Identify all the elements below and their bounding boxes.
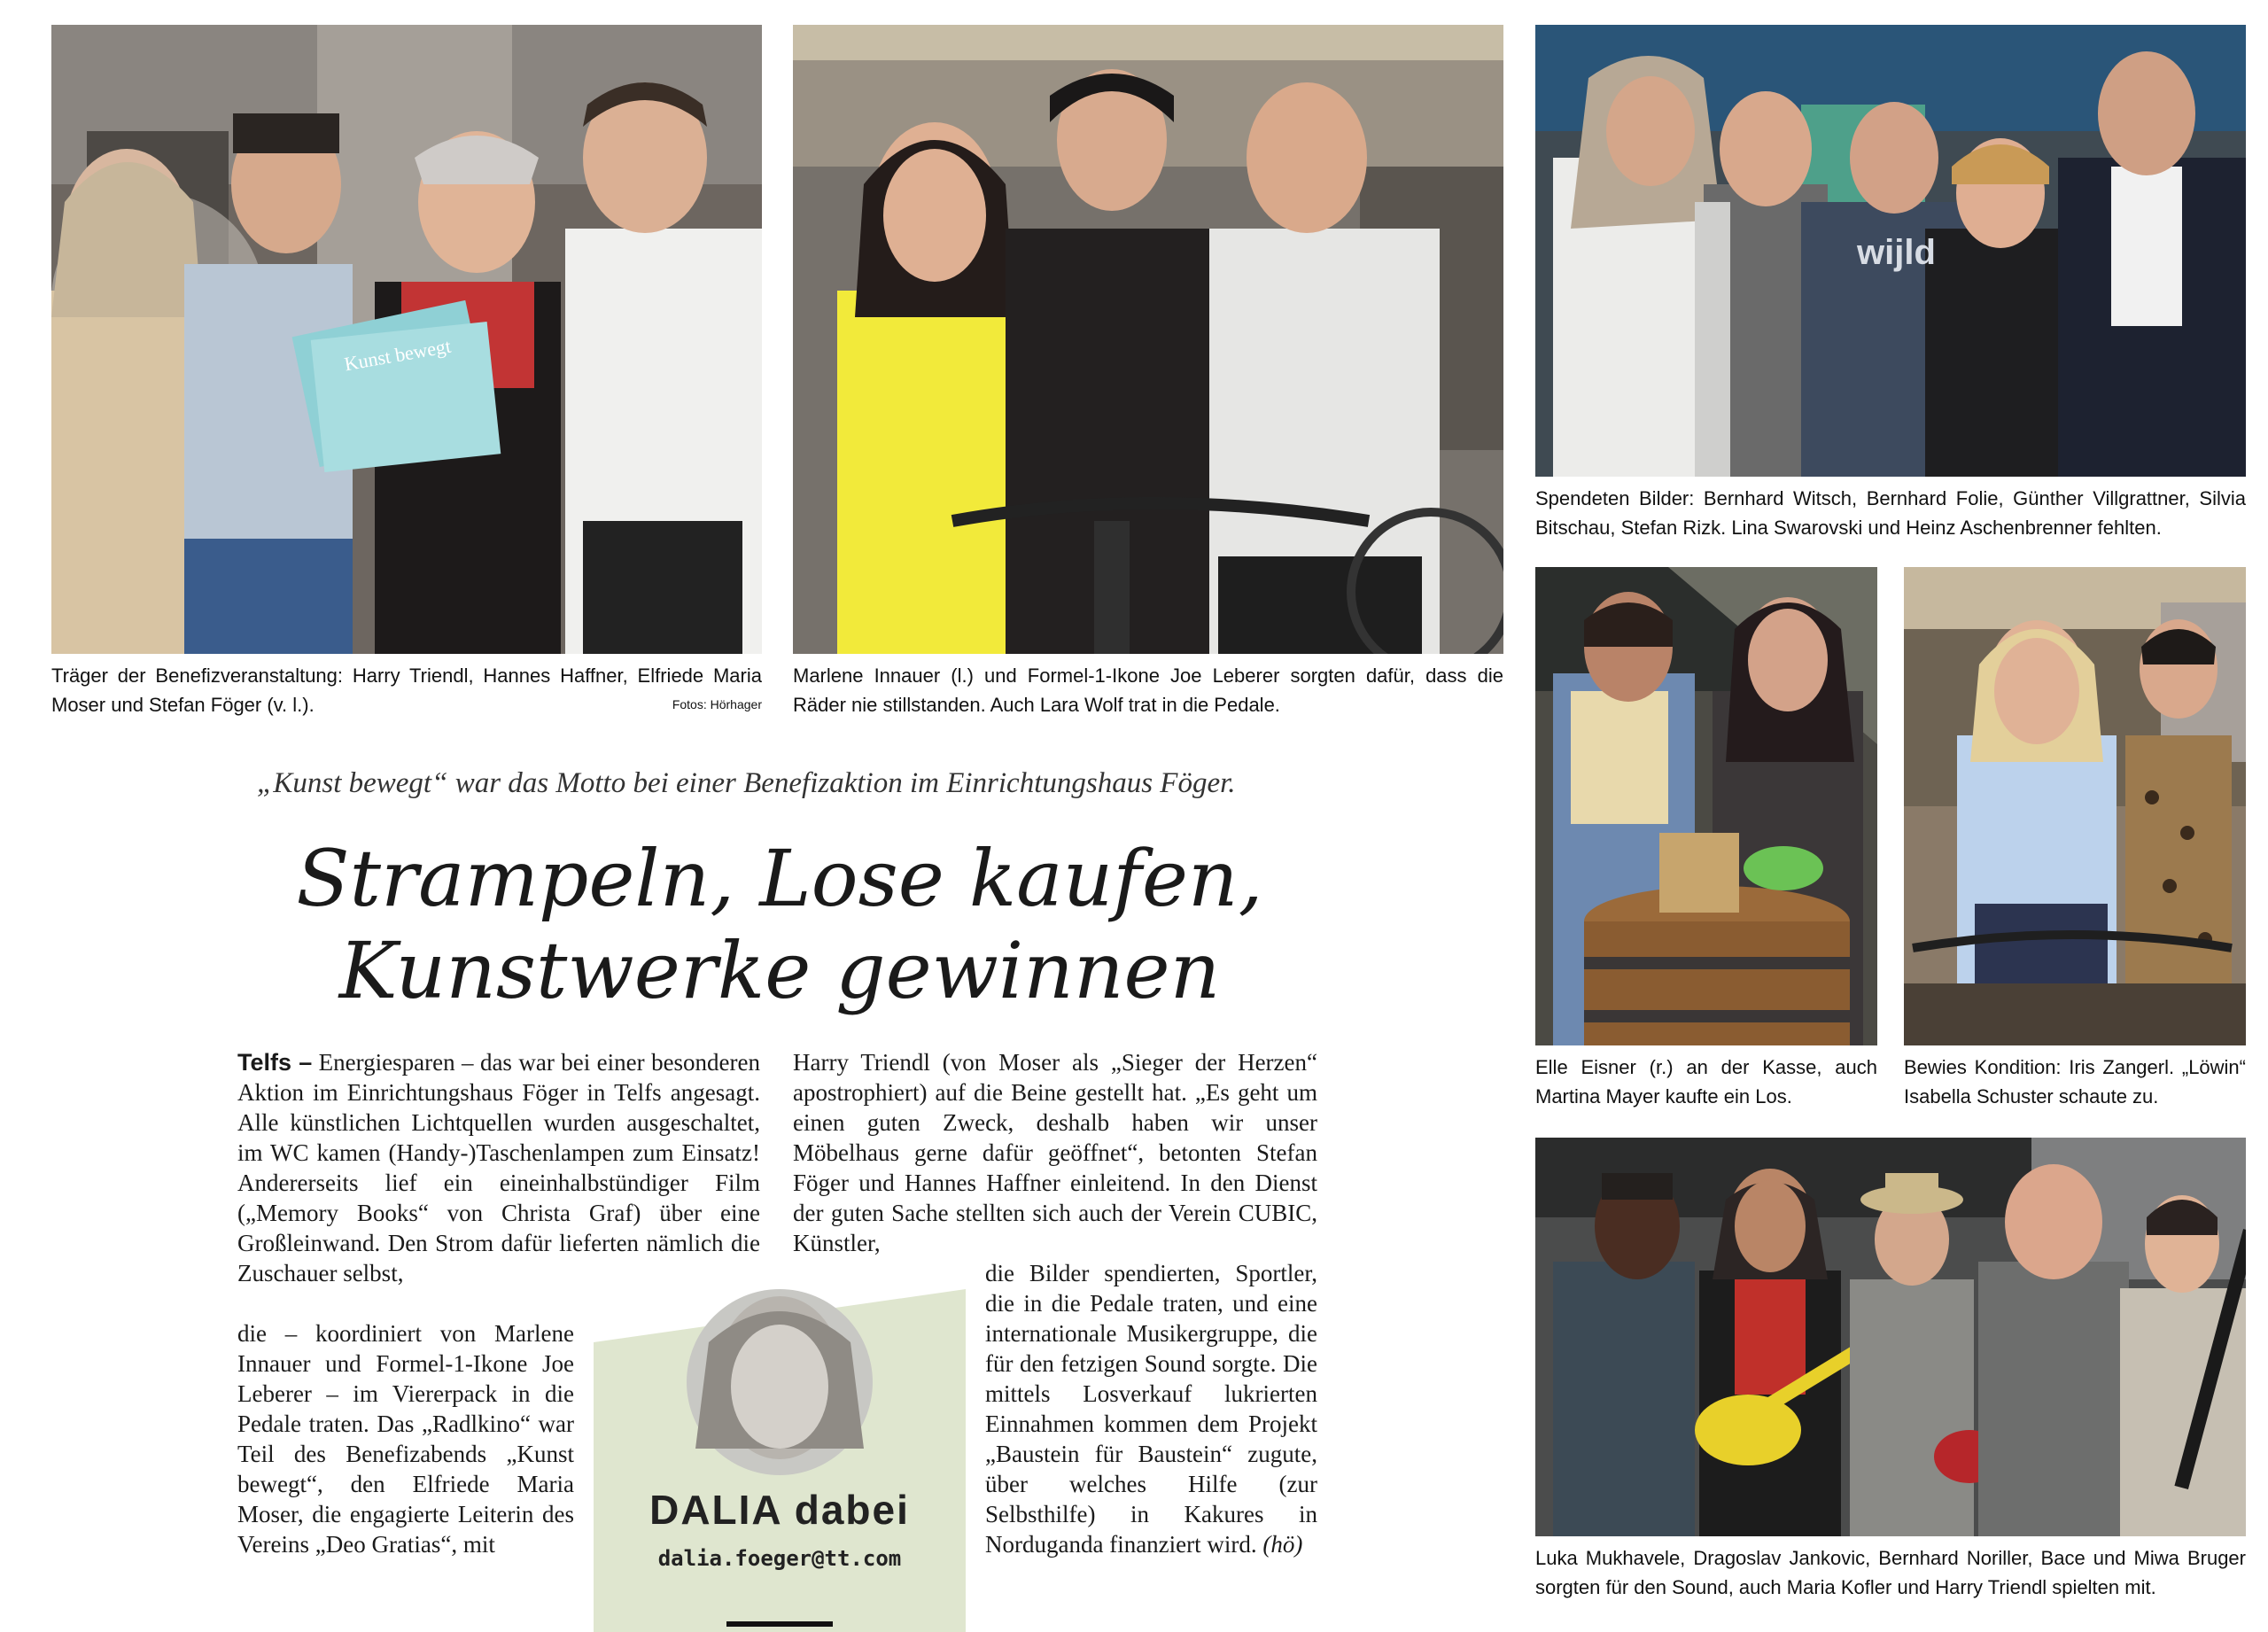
article-text-col1-b: die – koordiniert von Marlene Innauer und Formel-1-Ikone Joe Leberer – im Viererpack in die Pedale traten. Das „Radlkino“ war Teil des Benefizabends „Kunst bewegt“, den Elfriede Maria Moser, die engagierte Leiterin des Vereins „Deo Gratias“, mit	[237, 1320, 574, 1558]
article-column-2-bottom	[985, 1258, 1317, 1559]
photo-caption-4	[1535, 1053, 1877, 1115]
booklet-title: Kunst bewegt	[342, 334, 453, 376]
photo-caption-6	[1535, 1543, 2246, 1605]
article-dateline: Telfs –	[237, 1049, 313, 1076]
photo-art-donors	[1535, 25, 2246, 477]
article-text-col2-b: die Bilder spendierten, Sportler, die in die Pedale traten, und eine internationale Musikergruppe, die für den fetzigen Sound sorgte. Die mittels Losverkauf lukrierten Einnahmen kommen dem Projekt „Baustein für Baustein“ zugute, über welches Hilfe (zur Selbsthilfe) in Kakures in Norduganda finanziert wird.	[985, 1260, 1317, 1558]
article-headline	[292, 833, 1267, 1017]
caption-text: Elle Eisner (r.) an der Kasse, auch Martina Mayer kaufte ein Los.	[1535, 1056, 1877, 1107]
article-kicker: „Kunst bewegt“ war das Motto bei einer Benefizaktion im Einrichtungshaus Föger.	[257, 767, 1236, 799]
photo-credit: Fotos: Hörhager	[672, 697, 762, 711]
author-name: DALIA dabei	[649, 1487, 910, 1533]
photo-caption-5	[1904, 1053, 2246, 1115]
photo-caption-1	[51, 661, 762, 723]
photo-caption-2	[793, 661, 1503, 723]
caption-text: Luka Mukhavele, Dragoslav Jankovic, Bernhard Noriller, Bace und Miwa Bruger sorgten für den Sound, auch Maria Kofler und Harry Triendl spielten mit.	[1535, 1547, 2246, 1598]
caption-text: Träger der Benefizveranstaltung: Harry Triendl, Hannes Haffner, Elfriede Maria Moser und Stefan Föger (v. l.).	[51, 664, 762, 716]
article-column-1-bottom	[237, 1318, 574, 1559]
article-text-col2-a: Harry Triendl (von Moser als „Sieger der Herzen“ apostrophiert) auf die Beine gestellt hat. „Es geht um einen guten Zweck, deshalb haben wir unser Möbelhaus gerne dafür geöffnet“, betonten Stefan Föger und Hannes Haffner einleitend. In den Dienst der guten Sache stellten sich auch der Verein CUBIC, Künstler,	[793, 1049, 1317, 1256]
photo-cycling-participants	[793, 25, 1503, 654]
headline-line-1: Strampeln, Lose kaufen,	[296, 833, 1263, 924]
article-signature: (hö)	[1262, 1531, 1303, 1558]
photo-bike-endurance	[1904, 567, 2246, 1045]
caption-text: Spendeten Bilder: Bernhard Witsch, Bernhard Folie, Günther Villgrattner, Silvia Bitschau, Stefan Rizk. Lina Swarovski und Heinz Aschenbrenner fehlten.	[1535, 487, 2246, 539]
author-card-background	[594, 1289, 966, 1632]
caption-text: Bewies Kondition: Iris Zangerl. „Löwin“ Isabella Schuster schaute zu.	[1904, 1056, 2246, 1107]
caption-text: Marlene Innauer (l.) und Formel-1-Ikone Joe Leberer sorgten dafür, dass die Räder nie stillstanden. Auch Lara Wolf trat in die Pedale.	[793, 664, 1503, 716]
photo-band-musicians	[1535, 1138, 2246, 1536]
headline-line-2: Kunstwerke gewinnen	[338, 925, 1221, 1016]
author-card	[594, 1289, 966, 1632]
article-column-1-top	[237, 1047, 760, 1288]
article-text-col1-a: Energiesparen – das war bei einer besonderen Aktion im Einrichtungshaus Föger in Telfs angesagt. Alle künstlichen Lichtquellen wurden ausgeschaltet, im WC kamen (Handy-)Taschenlampen zum Einsatz! Andererseits lief ein eineinhalbstündiger Film („Memory Books“ von Christa Graf) über eine Großleinwand. Den Strom dafür lieferten nämlich die Zuschauer selbst,	[237, 1049, 761, 1286]
shirt-logo: wijld	[1857, 233, 1936, 272]
author-email-link[interactable]: dalia.foeger@tt.com	[657, 1546, 902, 1571]
photo-caption-3	[1535, 484, 2246, 546]
article-column-2-top	[793, 1047, 1317, 1258]
photo-benefit-organizers	[51, 25, 762, 654]
photo-raffle-cashier	[1535, 567, 1877, 1045]
